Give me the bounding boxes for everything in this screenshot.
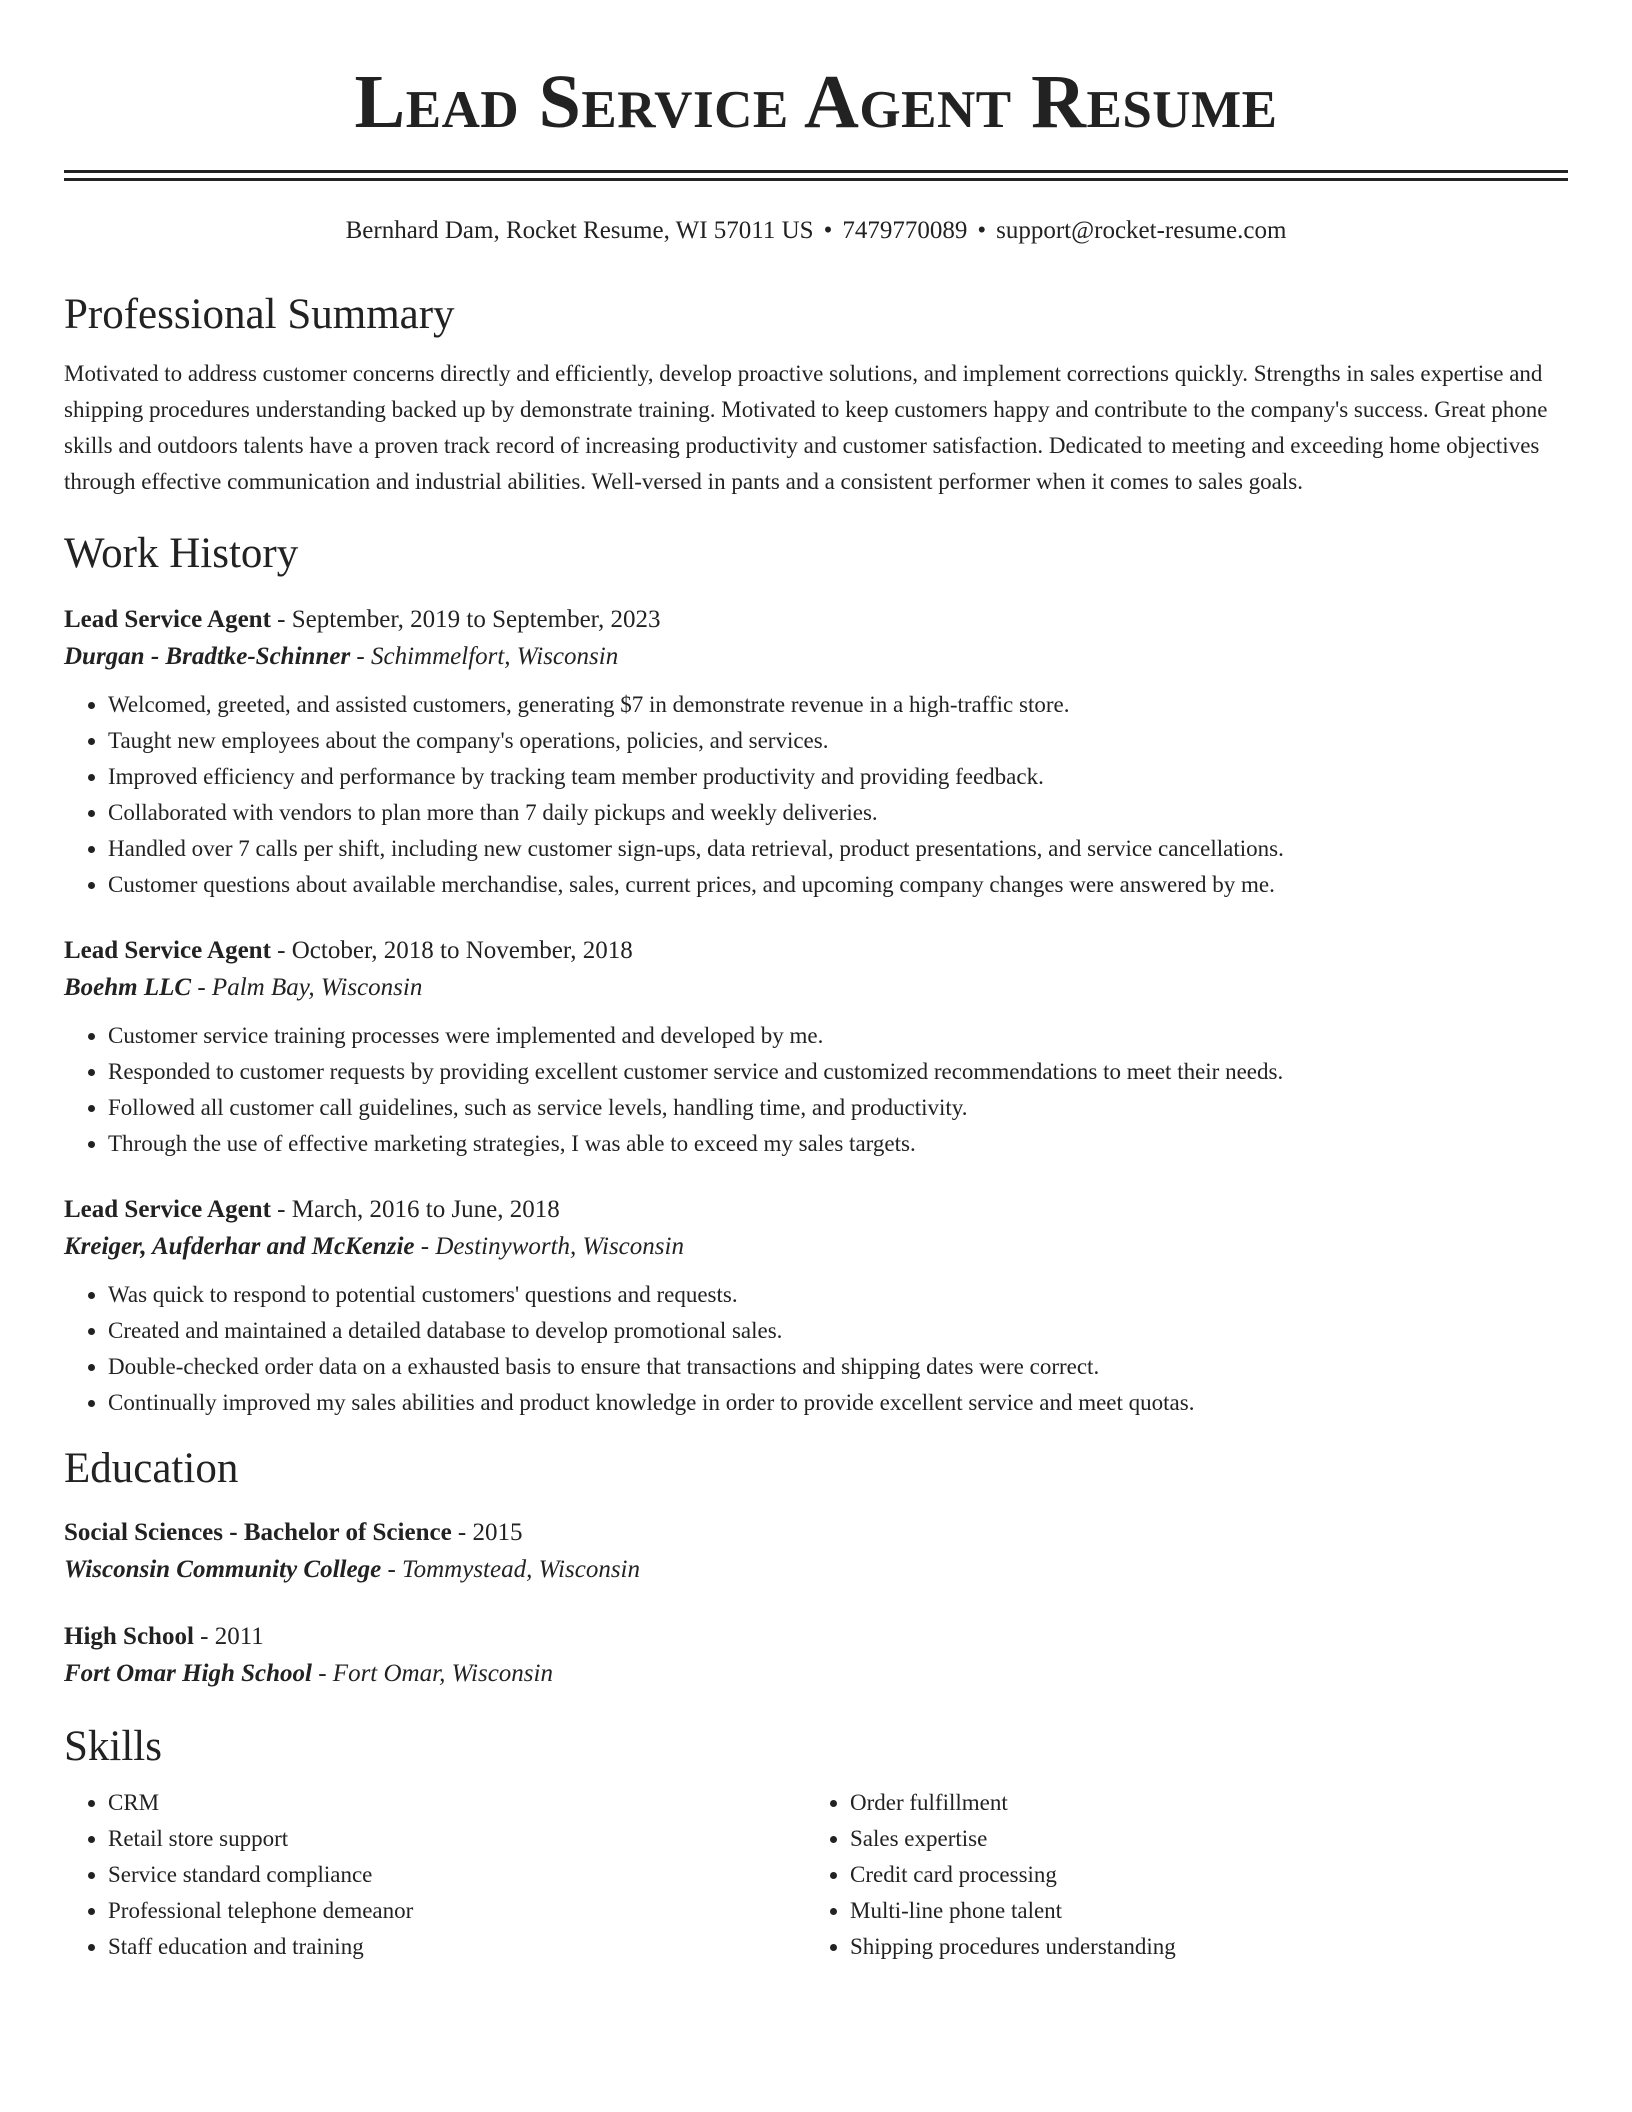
work-history-heading: Work History [64, 530, 299, 577]
list-item: • Was quick to respond to potential customers' questions and requests. [108, 1277, 1568, 1313]
job-company-line [64, 638, 1568, 676]
education-heading: Education [64, 1445, 239, 1492]
education-school-line [64, 1551, 1568, 1589]
job-bullets [64, 1018, 1568, 1162]
list-item: • Followed all customer call guidelines, such as service levels, handling time, and productivity. [108, 1090, 1568, 1126]
job-dates: - September, 2019 to September, 2023 [270, 606, 661, 633]
job-title: Lead Service Agent [64, 937, 271, 964]
job-title-line [64, 602, 1568, 638]
education-school: Wisconsin Community College [64, 1556, 382, 1583]
list-item: • Welcomed, greeted, and assisted customers, generating $7 in demonstrate revenue in a high-traffic store. [108, 687, 1568, 723]
skill-item: • Retail store support [108, 1821, 806, 1857]
job-title: Lead Service Agent [64, 1196, 271, 1223]
job-location: - Palm Bay, Wisconsin [191, 974, 423, 1001]
education-entry [64, 1619, 1568, 1693]
education-year: - 2015 [451, 1519, 523, 1546]
education-degree: High School [64, 1623, 194, 1650]
list-item: • Customer service training processes were implemented and developed by me. [108, 1018, 1568, 1054]
skill-item: • Professional telephone demeanor [108, 1893, 806, 1929]
skill-item: • Staff education and training [108, 1929, 806, 1965]
contact-separator: • [977, 217, 987, 244]
job-dates: - March, 2016 to June, 2018 [270, 1196, 560, 1223]
list-item: • Collaborated with vendors to plan more than 7 daily pickups and weekly deliveries. [108, 795, 1568, 831]
education-location: - Fort Omar, Wisconsin [311, 1660, 553, 1687]
job-company-line [64, 1228, 1568, 1266]
skills-column-left [64, 1785, 806, 1965]
job-location: - Destinyworth, Wisconsin [414, 1233, 684, 1260]
summary-heading: Professional Summary [64, 291, 455, 338]
list-item: • Continually improved my sales abilities and product knowledge in order to provide excellent service and meet quotas. [108, 1385, 1568, 1421]
education-school: Fort Omar High School [64, 1660, 312, 1687]
education-year: - 2011 [193, 1623, 264, 1650]
job-entry [64, 1192, 1568, 1421]
skill-item: • Order fulfillment [850, 1785, 1548, 1821]
contact-email: support@rocket-resume.com [996, 217, 1287, 244]
job-company-line [64, 969, 1568, 1007]
job-title: Lead Service Agent [64, 606, 271, 633]
list-item: • Handled over 7 calls per shift, including new customer sign-ups, data retrieval, product presentations, and service cancellations. [108, 831, 1568, 867]
skill-item: • Sales expertise [850, 1821, 1548, 1857]
title-double-rule [64, 170, 1568, 181]
skill-item: • Multi-line phone talent [850, 1893, 1548, 1929]
job-entry [64, 933, 1568, 1162]
list-item: • Customer questions about available merchandise, sales, current prices, and upcoming company changes were answered by me. [108, 867, 1568, 903]
list-item: • Taught new employees about the company's operations, policies, and services. [108, 723, 1568, 759]
list-item: • Created and maintained a detailed database to develop promotional sales. [108, 1313, 1568, 1349]
education-location: - Tommystead, Wisconsin [381, 1556, 640, 1583]
skill-item: • Credit card processing [850, 1857, 1548, 1893]
resume-page [64, 0, 1568, 1965]
education-entry [64, 1515, 1568, 1589]
education-degree-line [64, 1619, 1568, 1655]
summary-text: Motivated to address customer concerns directly and efficiently, develop proactive solutions, and implement corrections quickly. Strengths in sales expertise and shipping procedures understanding backed up by demonstrate training. Motivated to keep customers happy and contribute to the company's success. Great phone skills and outdoors talents have a proven track record of increasing productivity and customer satisfaction. Dedicated to meeting and exceeding home objectives through effective communication and industrial abilities. Well-versed in pants and a consistent performer when it comes to sales goals. [64, 361, 1548, 494]
skill-item: • CRM [108, 1785, 806, 1821]
job-company: Boehm LLC [64, 974, 192, 1001]
job-dates: - October, 2018 to November, 2018 [270, 937, 633, 964]
contact-address: Bernhard Dam, Rocket Resume, WI 57011 US [345, 217, 814, 244]
job-company: Durgan - Bradtke-Schinner [64, 643, 351, 670]
contact-phone: 7479770089 [842, 217, 968, 244]
list-item: • Responded to customer requests by providing excellent customer service and customized recommendations to meet their needs. [108, 1054, 1568, 1090]
job-bullets [64, 1277, 1568, 1421]
contact-line [64, 215, 1568, 247]
job-title-line [64, 1192, 1568, 1228]
education-degree: Social Sciences - Bachelor of Science [64, 1519, 452, 1546]
skills-list [64, 1785, 1568, 1965]
job-bullets [64, 687, 1568, 903]
skills-heading: Skills [64, 1723, 162, 1770]
skill-item: • Shipping procedures understanding [850, 1929, 1548, 1965]
job-title-line [64, 933, 1568, 969]
skills-column-right [806, 1785, 1548, 1965]
education-school-line [64, 1655, 1568, 1693]
page-title: Lead Service Agent Resume [354, 60, 1278, 144]
contact-separator: • [823, 217, 833, 244]
list-item: • Improved efficiency and performance by tracking team member productivity and providing feedback. [108, 759, 1568, 795]
job-location: - Schimmelfort, Wisconsin [350, 643, 619, 670]
skill-item: • Service standard compliance [108, 1857, 806, 1893]
education-degree-line [64, 1515, 1568, 1551]
job-entry [64, 602, 1568, 903]
list-item: • Double-checked order data on a exhausted basis to ensure that transactions and shipping dates were correct. [108, 1349, 1568, 1385]
job-company: Kreiger, Aufderhar and McKenzie [64, 1233, 415, 1260]
list-item: • Through the use of effective marketing strategies, I was able to exceed my sales targets. [108, 1126, 1568, 1162]
